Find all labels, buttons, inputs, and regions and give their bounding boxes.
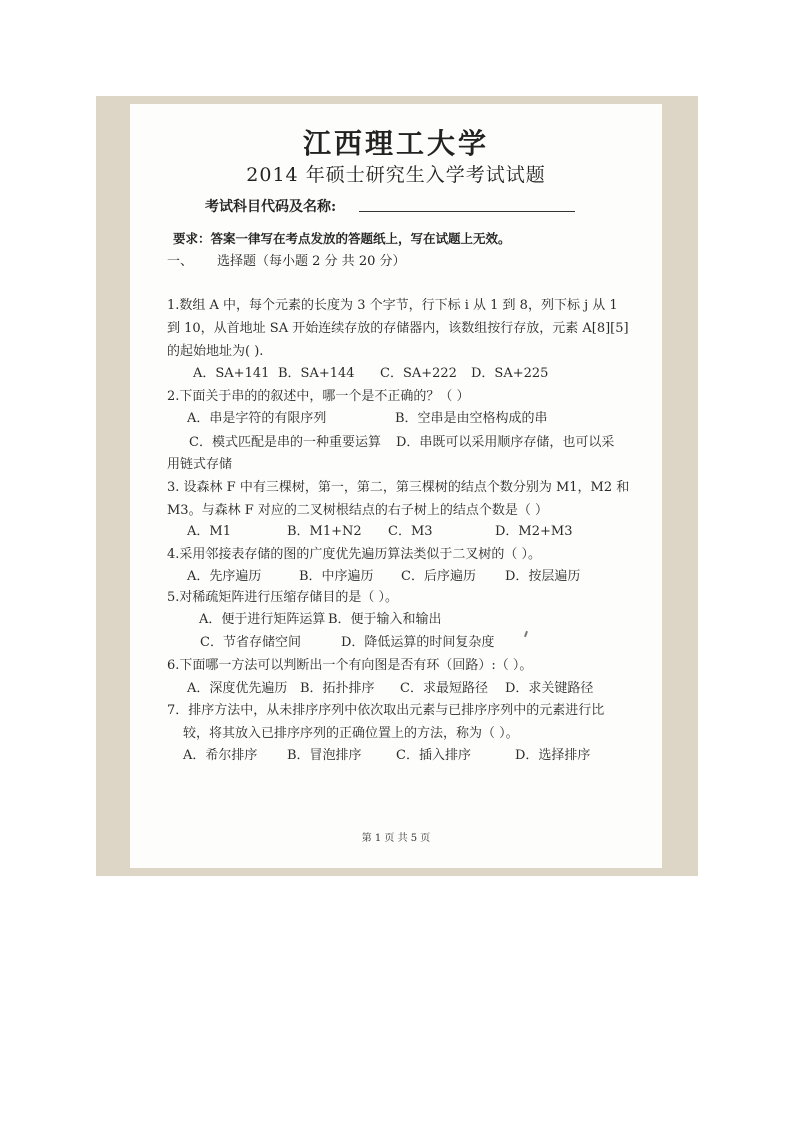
q2-option-d-cont: 用链式存储 bbox=[167, 457, 233, 472]
q7-option-d: D．选择排序 bbox=[515, 748, 591, 763]
q1-line1: 1.数组 A 中，每个元素的长度为 3 个字节，行下标 i 从 1 到 8，列下标 j 从 1 bbox=[167, 298, 618, 313]
q3-option-d: D．M2+M3 bbox=[495, 524, 573, 539]
q7-option-a: A．希尔排序 bbox=[183, 748, 258, 763]
q2-option-c: C．模式匹配是串的一种重要运算 bbox=[189, 435, 381, 450]
section-heading bbox=[167, 250, 406, 269]
subject-code-label: 考试科目代码及名称: bbox=[205, 199, 337, 215]
exam-paper bbox=[130, 104, 662, 868]
university-title: 江西理工大学 bbox=[302, 127, 489, 160]
q4-option-d: D．按层遍历 bbox=[505, 569, 581, 584]
q5-line1: 5.对稀疏矩阵进行压缩存储目的是（ ）。 bbox=[167, 590, 399, 605]
q3-line1: 3. 设森林 F 中有三棵树，第一，第二，第三棵树的结点个数分别为 M1，M2 和 bbox=[167, 480, 630, 495]
q2-option-a: A．串是字符的有限序列 bbox=[187, 411, 327, 426]
q1-option-c: C．SA+222 bbox=[380, 366, 457, 381]
q4-line1: 4.采用邻接表存储的图的广度优先遍历算法类似于二叉树的（ ）。 bbox=[167, 547, 542, 562]
q2-option-d: D．串既可以采用顺序存储，也可以采 bbox=[396, 435, 615, 450]
q4-option-c: C．后序遍历 bbox=[401, 569, 476, 584]
q3-option-a: A．M1 bbox=[187, 524, 231, 539]
section-name: 选择题（每小题 2 分 共 20 分） bbox=[217, 254, 406, 269]
q6-option-b: B．拓扑排序 bbox=[300, 681, 375, 696]
q7-option-c: C．插入排序 bbox=[396, 748, 471, 763]
q1-line3: 的起始地址为( ). bbox=[167, 344, 264, 359]
q6-option-d: D．求关键路径 bbox=[505, 681, 594, 696]
q6-option-a: A．深度优先遍历 bbox=[187, 681, 288, 696]
q1-line2: 到 10，从首地址 SA 开始连续存放的存储器内，该数组按行存放，元素 A[8][5] bbox=[167, 321, 629, 336]
q5-option-b: B．便于输入和输出 bbox=[328, 612, 442, 627]
page-number: 第 1 页 共 5 页 bbox=[361, 833, 431, 844]
q3-line2: M3。与森林 F 对应的二叉树根结点的右子树上的结点个数是（ ） bbox=[167, 503, 548, 518]
q1-option-b: B．SA+144 bbox=[278, 366, 355, 381]
q2-option-b: B．空串是由空格构成的串 bbox=[395, 411, 548, 426]
q4-option-b: B．中序遍历 bbox=[299, 569, 374, 584]
q1-option-d: D．SA+225 bbox=[471, 366, 549, 381]
q4-option-a: A．先序遍历 bbox=[187, 569, 262, 584]
q7-line2: 较，将其放入已排序序列的正确位置上的方法，称为（ ）。 bbox=[183, 726, 519, 741]
q7-line1: 7．排序方法中，从未排序序列中依次取出元素与已排序序列中的元素进行比 bbox=[167, 703, 605, 718]
q1-option-a: A．SA+141 bbox=[193, 366, 270, 381]
section-number: 一、 bbox=[167, 254, 194, 269]
q3-option-c: C．M3 bbox=[388, 524, 433, 539]
q2-line1: 2.下面关于串的的叙述中，哪一个是不正确的？（ ） bbox=[167, 389, 470, 404]
q5-option-c: C．节省存储空间 bbox=[200, 635, 301, 650]
q3-option-b: B．M1+N2 bbox=[287, 524, 362, 539]
q6-line1: 6.下面哪一方法可以判断出一个有向图是否有环（回路）:（ ）。 bbox=[167, 658, 533, 673]
q6-option-c: C．求最短路径 bbox=[400, 681, 488, 696]
q5-option-d: D．降低运算的时间复杂度 bbox=[341, 635, 495, 650]
pencil-mark bbox=[524, 631, 528, 637]
answer-requirement: 要求：答案一律写在考点发放的答题纸上，写在试题上无效。 bbox=[173, 231, 511, 246]
q5-option-a: A．便于进行矩阵运算 bbox=[199, 612, 326, 627]
exam-title: 2014 年硕士研究生入学考试试题 bbox=[246, 164, 546, 186]
q7-option-b: B．冒泡排序 bbox=[287, 748, 362, 763]
subject-code-blank bbox=[359, 211, 575, 212]
